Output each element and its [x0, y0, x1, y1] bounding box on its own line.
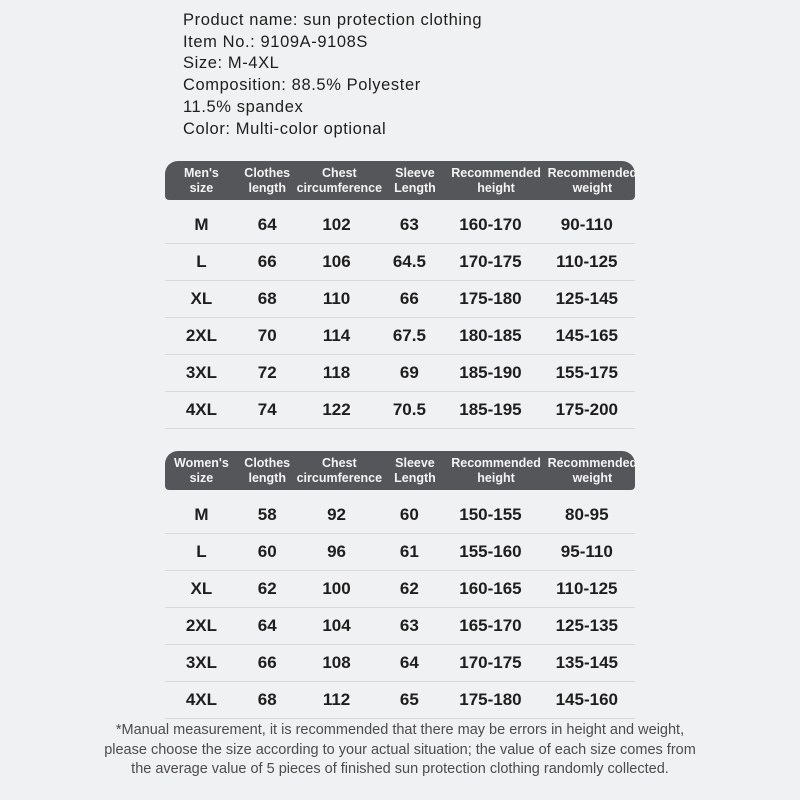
value-cell: 64.5: [392, 252, 426, 271]
header-cell-clothes-length: Clothes length: [244, 166, 291, 195]
value-cell: 114: [322, 326, 351, 345]
table-row-size-2xl: [165, 608, 635, 645]
value-cell: 62: [399, 579, 419, 598]
womens-size-table: [165, 451, 638, 719]
table-row-size-3xl: [165, 355, 635, 392]
value-cell: 60: [399, 505, 419, 524]
value-cell: 65: [399, 690, 419, 709]
womens-table-header: [165, 451, 638, 490]
value-cell: 61: [399, 542, 419, 561]
size-range-line: Size: M-4XL: [183, 54, 280, 73]
size-cell: L: [196, 252, 207, 271]
header-cell-recommended-height: Recommended height: [451, 166, 541, 195]
size-cell: 3XL: [185, 363, 218, 382]
header-cell-recommended-weight: Recommended weight: [547, 166, 638, 195]
value-cell: 64: [257, 616, 277, 635]
header-cell-recommended-height: Recommended height: [451, 456, 541, 485]
value-cell: 63: [399, 215, 419, 234]
value-cell: 68: [257, 690, 277, 709]
size-cell: M: [194, 215, 209, 234]
value-cell: 180-185: [459, 326, 522, 345]
value-cell: 135-145: [555, 653, 618, 672]
measurement-footnote: *Manual measurement, it is recommended that there may be errors in height and weight, please choose the size according to your actual situation; the value of each size comes from the average value of 5 pieces of finished sun protection clothing randomly collected.: [104, 722, 696, 777]
value-cell: 102: [322, 215, 351, 234]
size-cell: 4XL: [185, 400, 218, 419]
value-cell: 80-95: [565, 505, 609, 524]
header-cell-mens-size: Men's size: [183, 166, 219, 195]
value-cell: 112: [322, 690, 351, 709]
size-cell: 4XL: [185, 690, 218, 709]
table-row-size-3xl: [165, 645, 635, 682]
color-option-line: Color: Multi-color optional: [183, 119, 387, 138]
size-cell: XL: [190, 289, 213, 308]
header-cell-sleeve-length: Sleeve Length: [394, 456, 436, 485]
value-cell: 67.5: [392, 326, 426, 345]
value-cell: 170-175: [459, 252, 522, 271]
value-cell: 185-195: [459, 400, 522, 419]
value-cell: 95-110: [560, 542, 613, 561]
value-cell: 125-135: [555, 616, 618, 635]
size-cell: XL: [190, 579, 213, 598]
table-row-size-m: [165, 207, 635, 244]
header-cell-sleeve-length: Sleeve Length: [394, 166, 436, 195]
value-cell: 100: [322, 579, 351, 598]
value-cell: 63: [399, 616, 419, 635]
size-cell: 2XL: [185, 616, 218, 635]
value-cell: 69: [399, 363, 419, 382]
value-cell: 160-165: [459, 579, 522, 598]
table-row-size-xl: [165, 281, 635, 318]
table-row-size-l: [165, 534, 635, 571]
value-cell: 104: [322, 616, 351, 635]
value-cell: 170-175: [459, 653, 522, 672]
value-cell: 60: [257, 542, 277, 561]
table-row-size-xl: [165, 571, 635, 608]
product-name-line: Product name: sun protection clothing: [183, 11, 483, 29]
table-row-size-m: [165, 497, 635, 534]
table-row-size-4xl: [165, 392, 635, 429]
value-cell: 92: [327, 505, 346, 524]
value-cell: 96: [327, 542, 346, 561]
value-cell: 175-180: [459, 690, 522, 709]
value-cell: 70.5: [392, 400, 426, 419]
value-cell: 106: [322, 252, 351, 271]
value-cell: 64: [257, 215, 277, 234]
value-cell: 66: [399, 289, 419, 308]
value-cell: 62: [257, 579, 277, 598]
value-cell: 155-160: [459, 542, 522, 561]
value-cell: 185-190: [459, 363, 522, 382]
size-cell: M: [194, 505, 209, 524]
mens-table-body: [165, 207, 635, 429]
value-cell: 58: [257, 505, 277, 524]
mens-size-table: [165, 161, 638, 429]
value-cell: 165-170: [459, 616, 522, 635]
value-cell: 155-175: [555, 363, 618, 382]
size-cell: 2XL: [185, 326, 218, 345]
value-cell: 74: [257, 400, 277, 419]
value-cell: 108: [322, 653, 351, 672]
size-cell: 3XL: [185, 653, 218, 672]
value-cell: 150-155: [459, 505, 522, 524]
value-cell: 72: [257, 363, 277, 382]
value-cell: 160-170: [459, 215, 522, 234]
value-cell: 110: [322, 289, 351, 308]
header-cell-recommended-weight: Recommended weight: [547, 456, 638, 485]
table-row-size-2xl: [165, 318, 635, 355]
value-cell: 175-180: [459, 289, 522, 308]
header-cell-chest-circumference: Chest circumference: [296, 166, 383, 195]
value-cell: 66: [257, 653, 277, 672]
composition-line: Composition: 88.5% Polyester: [183, 76, 421, 95]
mens-table-header: [165, 161, 638, 200]
value-cell: 68: [257, 289, 277, 308]
value-cell: 64: [399, 653, 419, 672]
womens-table-body: [165, 497, 635, 719]
product-info: [183, 10, 482, 140]
spandex-line: 11.5% spandex: [183, 97, 304, 116]
header-cell-womens-size: Women's size: [174, 456, 229, 485]
value-cell: 175-200: [555, 400, 618, 419]
value-cell: 70: [257, 326, 277, 345]
table-row-size-4xl: [165, 682, 635, 719]
value-cell: 110-125: [556, 579, 618, 598]
value-cell: 110-125: [556, 252, 618, 271]
value-cell: 90-110: [560, 215, 613, 234]
item-no-line: Item No.: 9109A-9108S: [183, 32, 369, 51]
value-cell: 118: [322, 363, 351, 382]
table-row-size-l: [165, 244, 635, 281]
size-cell: L: [196, 542, 207, 561]
header-cell-chest-circumference: Chest circumference: [296, 456, 383, 485]
value-cell: 122: [322, 400, 351, 419]
value-cell: 66: [257, 252, 277, 271]
value-cell: 145-165: [555, 326, 618, 345]
value-cell: 125-145: [555, 289, 618, 308]
header-cell-clothes-length: Clothes length: [244, 456, 291, 485]
value-cell: 145-160: [555, 690, 618, 709]
